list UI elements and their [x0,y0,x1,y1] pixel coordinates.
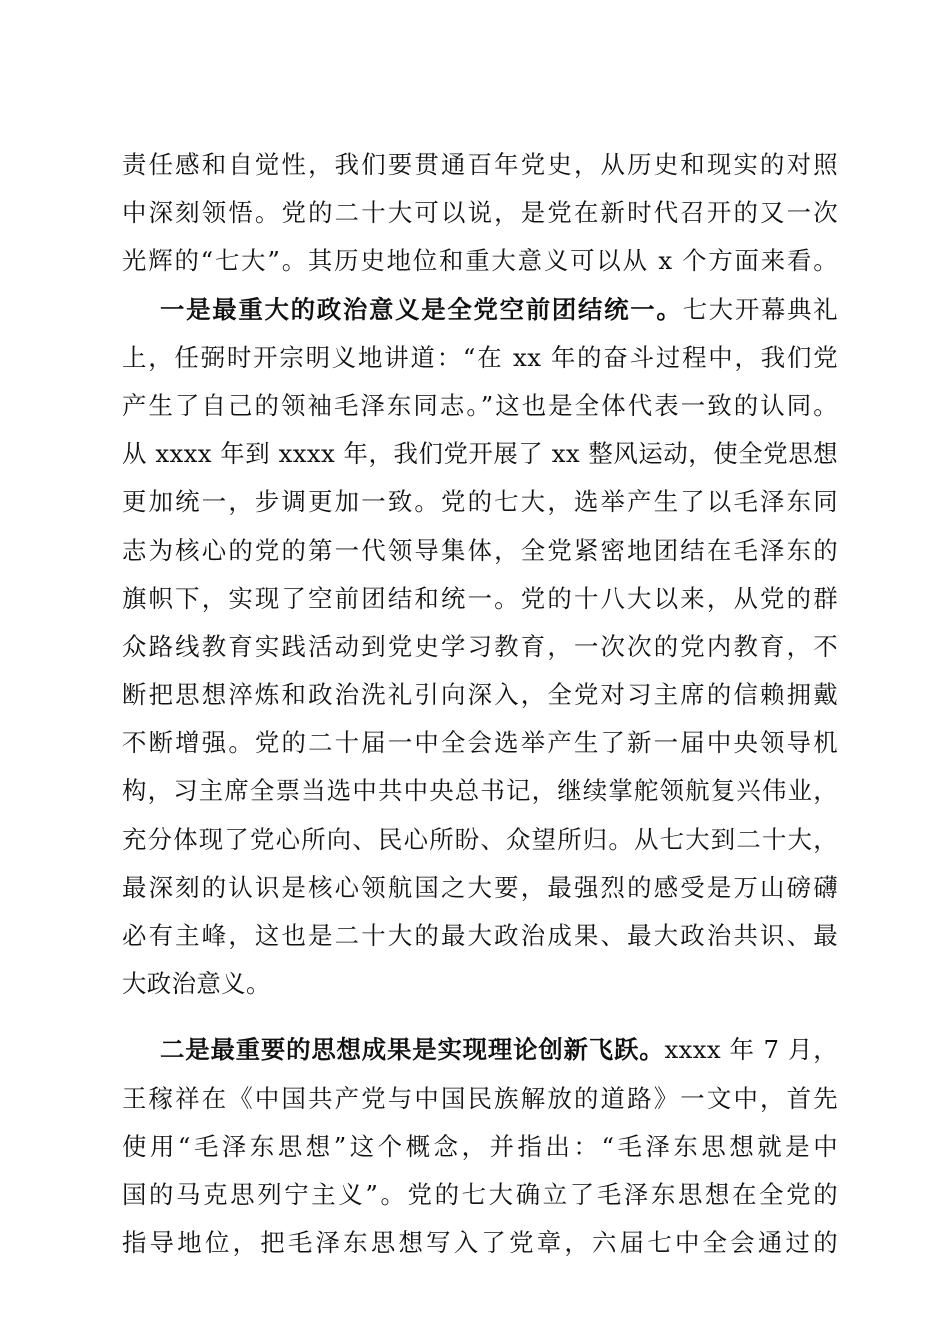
text-line: 产生了自己的领袖毛泽东同志。”这也是全体代表一致的认同。 [122,390,838,420]
text-line: 指导地位，把毛泽东思想写入了党章，六届七中全会通过的 [122,1228,838,1258]
text-line: 从 xxxx 年到 xxxx 年，我们党开展了 xx 整风运动，使全党思想 [122,439,838,469]
text-line: 最深刻的认识是核心领航国之大要，最强烈的感受是万山磅礴 [122,872,838,902]
text-line: 充分体现了党心所向、民心所盼、众望所归。从七大到二十大， [122,824,838,854]
text-line: 不断增强。党的二十届一中全会选举产生了新一届中央领导机 [122,728,838,758]
paragraph-2 [122,286,838,1009]
paragraph-3 [122,1026,838,1267]
text-line: 责任感和自觉性，我们要贯通百年党史，从历史和现实的对照 [122,150,838,179]
text-line: 志为核心的党的第一代领导集体，全党紧密地团结在毛泽东的 [122,535,838,565]
text-line: 断把思想淬炼和政治洗礼引向深入，全党对习主席的信赖拥戴 [122,680,838,710]
text-line: 更加统一，步调更加一致。党的七大，选举产生了以毛泽东同 [122,487,838,517]
text-line: 国的马克思列宁主义”。党的七大确立了毛泽东思想在全党的 [122,1179,838,1209]
text-line: 构，习主席全票当选中共中央总书记，继续掌舵领航复兴伟业， [122,776,838,806]
document-body [122,141,838,1267]
text-line: 中深刻领悟。党的二十大可以说，是党在新时代召开的又一次 [122,198,838,228]
text-span: xxxx 年 7 月， [664,1035,838,1065]
text-line: 必有主峰，这也是二十大的最大政治成果、最大政治共识、最 [122,921,838,950]
text-line: 旗帜下，实现了空前团结和统一。党的十八大以来，从党的群 [122,583,838,613]
text-line: 王稼祥在《中国共产党与中国民族解放的道路》一文中，首先 [122,1083,838,1113]
text-line: 使用“毛泽东思想”这个概念，并指出：“毛泽东思想就是中 [122,1131,838,1161]
text-line-last: 大政治意义。 [122,969,271,999]
paragraph-1 [122,141,838,286]
text-line: 上，任弼时开宗明义地讲道：“在 xx 年的奋斗过程中，我们党 [122,342,838,372]
paragraph-spacer [122,1008,838,1026]
text-line: 众路线教育实践活动到党史学习教育，一次次的党内教育，不 [122,631,838,661]
text-span: 七大开幕典礼 [682,294,838,324]
text-line-first [122,286,838,334]
text-line: 光辉的“七大”。其历史地位和重大意义可以从 x 个方面来看。 [122,246,838,276]
paragraph-2-heading: 一是最重大的政治意义是全党空前团结统一。 [160,294,683,324]
text-line-first [122,1026,838,1074]
paragraph-3-heading: 二是最重要的思想成果是实现理论创新飞跃。 [160,1035,665,1065]
